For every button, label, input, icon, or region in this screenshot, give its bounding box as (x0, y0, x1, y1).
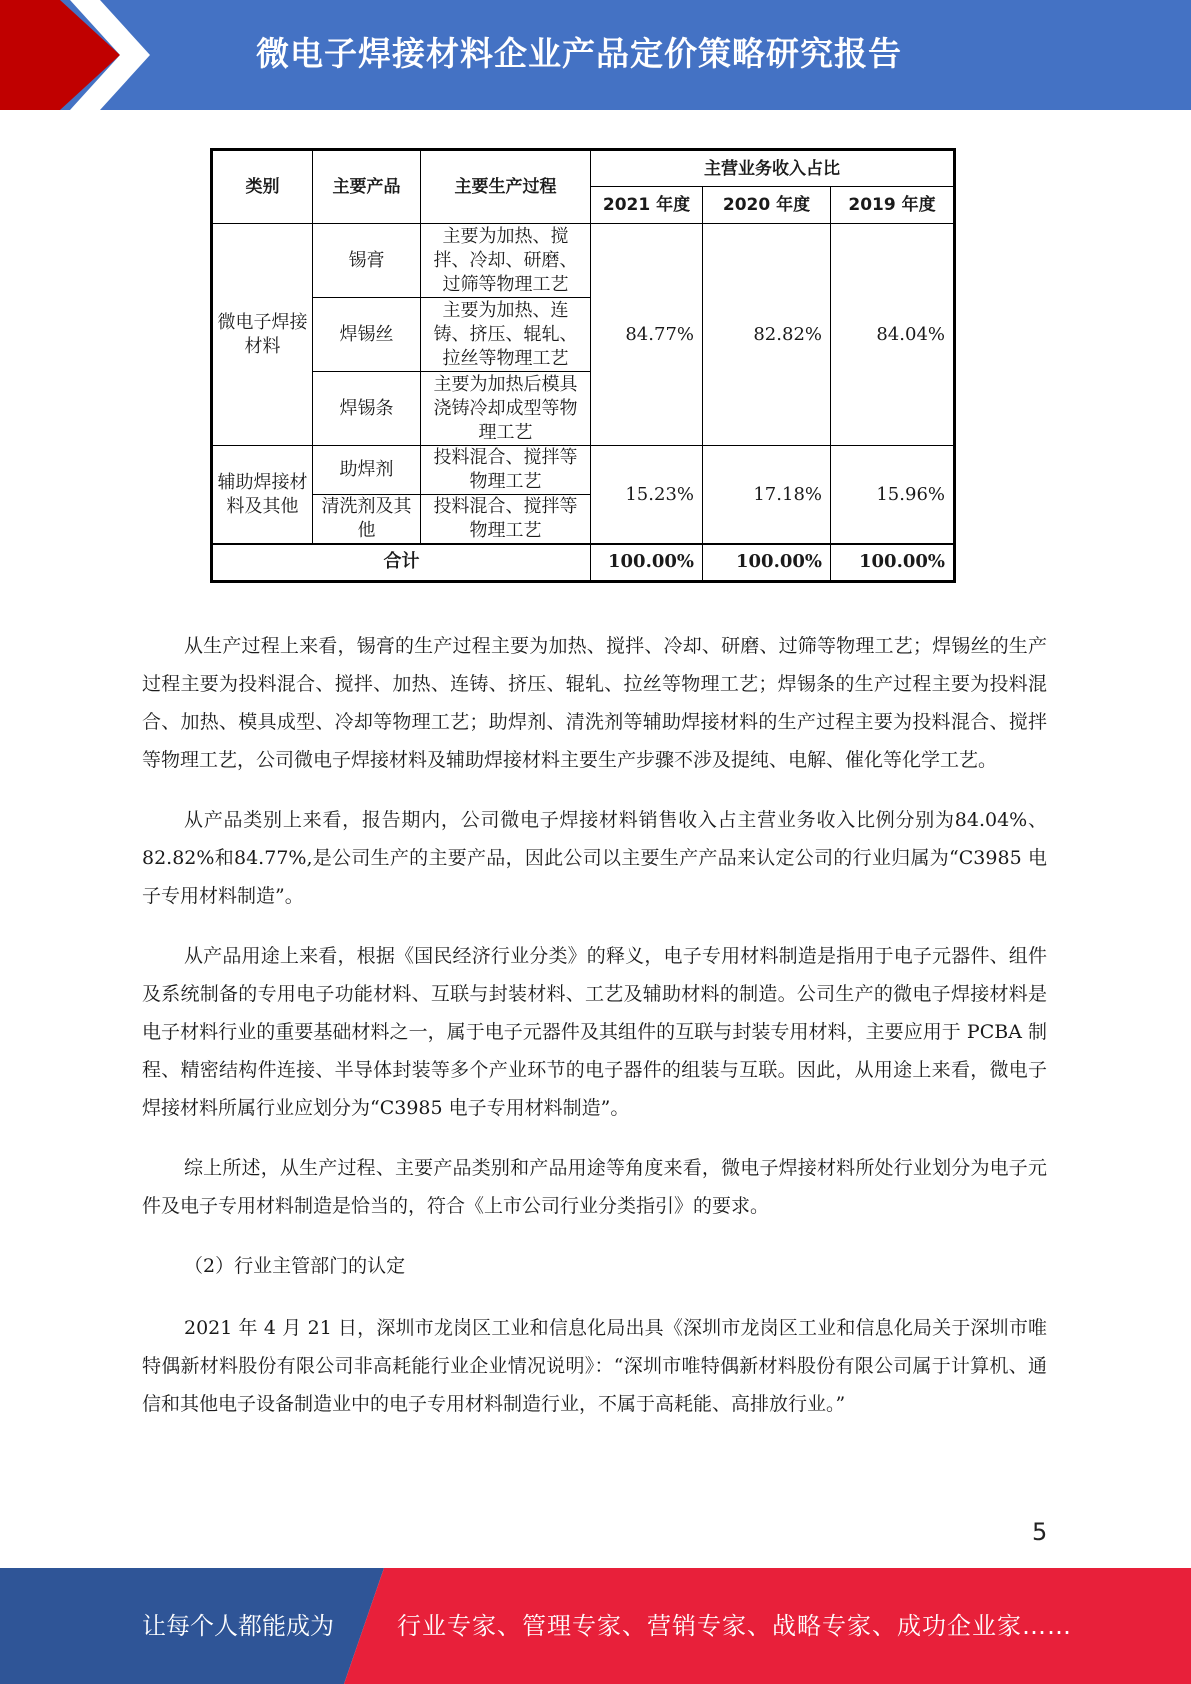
share-cell: 15.23% (591, 446, 703, 545)
page-number: 5 (1032, 1518, 1048, 1546)
footer-banner (0, 1568, 1191, 1684)
report-title: 微电子焊接材料企业产品定价策略研究报告 (256, 34, 902, 73)
total-share-cell: 100.00% (591, 544, 703, 581)
total-share-cell: 100.00% (831, 544, 955, 581)
share-cell: 84.04% (831, 224, 955, 446)
process-cell: 主要为加热、搅拌、冷却、研磨、过筛等物理工艺 (421, 224, 591, 298)
paragraph: 从产品类别上来看，报告期内，公司微电子焊接材料销售收入占主营业务收入比例分别为84.04%、82.82%和84.77%,是公司生产的主要产品，因此公司以主要生产产品来认定公司的行业归属为“C3985 电子专用材料制造”。 (142, 809, 1047, 907)
product-cell: 助焊剂 (313, 446, 421, 495)
header-year-2020: 2020 年度 (703, 187, 831, 224)
share-cell: 15.96% (831, 446, 955, 545)
footer-slogan-right: 行业专家、管理专家、营销专家、战略专家、成功企业家…… (397, 1612, 1072, 1640)
product-cell: 焊锡丝 (313, 298, 421, 372)
revenue-share-table-container (210, 148, 956, 583)
header-year-2021: 2021 年度 (591, 187, 703, 224)
header-process: 主要生产过程 (421, 150, 591, 224)
footer-slogan-left: 让每个人都能成为 (142, 1612, 334, 1640)
process-cell: 投料混合、搅拌等物理工艺 (421, 495, 591, 545)
share-cell: 17.18% (703, 446, 831, 545)
header-year-2019: 2019 年度 (831, 187, 955, 224)
header-revenue-share: 主营业务收入占比 (591, 150, 955, 187)
total-share-cell: 100.00% (703, 544, 831, 581)
product-cell: 焊锡条 (313, 372, 421, 446)
product-cell: 锡膏 (313, 224, 421, 298)
body-text (142, 627, 1047, 1445)
share-cell: 82.82% (703, 224, 831, 446)
header-bar (0, 0, 1191, 110)
paragraph: 从产品用途上来看，根据《国民经济行业分类》的释义，电子专用材料制造是指用于电子元器件、组件及系统制备的专用电子功能材料、互联与封装材料、工艺及辅助材料的制造。公司生产的微电子焊接材料是电子材料行业的重要基础材料之一，属于电子元器件及其组件的互联与封装专用材料，主要应用于 PCBA 制程、精密结构件连接、半导体封装等多个产业环节的电子器件的组装与互联。因此，从用途上来看，微电子焊接材料所属行业应划分为“C3985 电子专用材料制造”。 (142, 945, 1047, 1119)
section-subheading: （2）行业主管部门的认定 (184, 1255, 406, 1277)
category-cell: 微电子焊接材料 (212, 224, 313, 446)
header-product: 主要产品 (313, 150, 421, 224)
paragraph: 从生产过程上来看，锡膏的生产过程主要为加热、搅拌、冷却、研磨、过筛等物理工艺；焊锡丝的生产过程主要为投料混合、搅拌、加热、连铸、挤压、辊轧、拉丝等物理工艺；焊锡条的生产过程主要为投料混合、加热、模具成型、冷却等物理工艺；助焊剂、清洗剂等辅助焊接材料的生产过程主要为投料混合、搅拌等物理工艺，公司微电子焊接材料及辅助焊接材料主要生产步骤不涉及提纯、电解、催化等化学工艺。 (142, 635, 1047, 771)
process-cell: 投料混合、搅拌等物理工艺 (421, 446, 591, 495)
header-category: 类别 (212, 150, 313, 224)
category-cell: 辅助焊接材料及其他 (212, 446, 313, 545)
process-cell: 主要为加热、连铸、挤压、辊轧、拉丝等物理工艺 (421, 298, 591, 372)
process-cell: 主要为加热后模具浇铸冷却成型等物理工艺 (421, 372, 591, 446)
revenue-share-table (210, 148, 956, 583)
product-cell: 清洗剂及其他 (313, 495, 421, 545)
total-label: 合计 (212, 544, 591, 581)
paragraph: 综上所述，从生产过程、主要产品类别和产品用途等角度来看，微电子焊接材料所处行业划分为电子元件及电子专用材料制造是恰当的，符合《上市公司行业分类指引》的要求。 (142, 1157, 1047, 1217)
share-cell: 84.77% (591, 224, 703, 446)
paragraph: 2021 年 4 月 21 日，深圳市龙岗区工业和信息化局出具《深圳市龙岗区工业和信息化局关于深圳市唯特偶新材料股份有限公司非高耗能行业企业情况说明》：“深圳市唯特偶新材料股份有限公司属于计算机、通信和其他电子设备制造业中的电子专用材料制造行业，不属于高耗能、高排放行业。” (142, 1317, 1047, 1415)
